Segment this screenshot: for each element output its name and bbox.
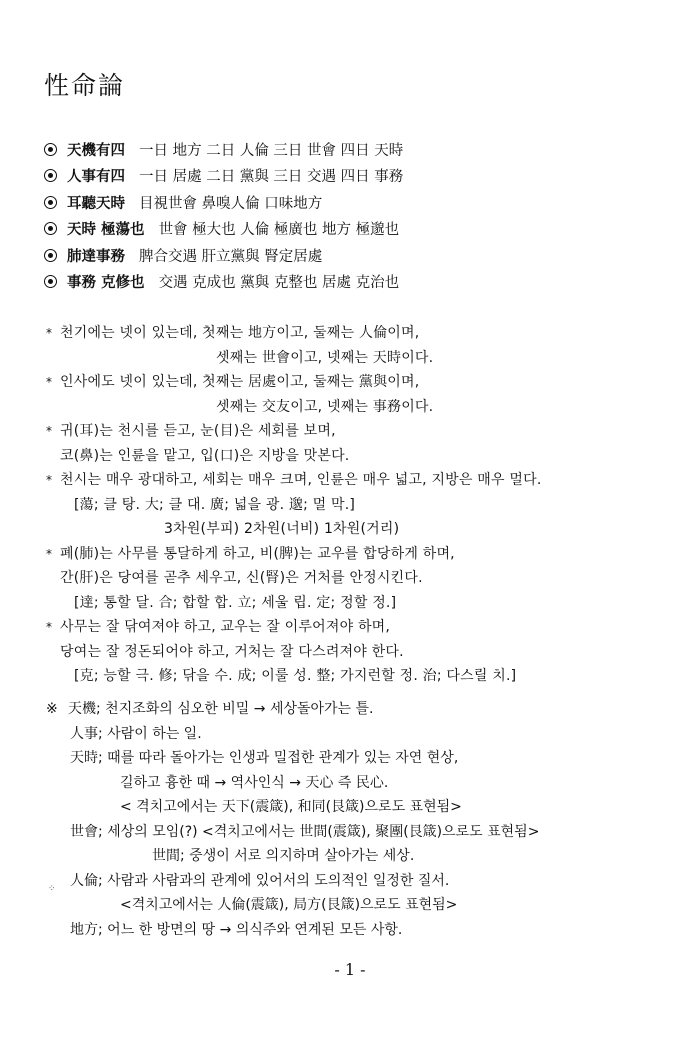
asterisk-icon: *: [46, 620, 53, 634]
circle-bullet-icon: [44, 222, 57, 235]
circle-bullet-icon: [44, 169, 57, 182]
asterisk-icon: *: [46, 424, 53, 438]
note-line: [216, 396, 433, 416]
note-text: 셋째는 交友이고, 넷째는 事務이다.: [216, 398, 434, 415]
verse-list: [44, 136, 664, 295]
circle-bullet-icon: [44, 249, 57, 262]
note-line: [60, 567, 423, 587]
note-text: 셋째는 世會이고, 넷째는 天時이다.: [216, 349, 434, 366]
definition-text: <격치고에서는 人倫(震箴), 局方(艮箴)으로도 표현됨>: [120, 897, 458, 913]
definition-text: < 격치고에서는 天下(震箴), 和同(艮箴)으로도 표현됨>: [120, 799, 462, 815]
note-text: 귀(耳)는 천시를 듣고, 눈(目)은 세회를 보며,: [60, 423, 336, 439]
circle-bullet-icon: [44, 143, 57, 156]
verse-line: [44, 269, 664, 296]
circle-bullet-icon: [44, 196, 57, 209]
note-text: 간(肝)은 당여를 곧추 세우고, 신(腎)은 거처를 안정시킨다.: [60, 570, 423, 586]
note-line: [60, 641, 404, 661]
verse-term: 耳聽天時: [67, 194, 125, 212]
verse-text: 一日 地方 二日 人倫 三日 世會 四日 天時: [139, 142, 404, 159]
verse-text: 目視世會 鼻嗅人倫 口味地方: [139, 195, 323, 212]
verse-text: 交遇 克成也 黨與 克整也 居處 克治也: [158, 275, 400, 292]
asterisk-icon: *: [46, 546, 53, 561]
verse-text: 一日 居處 二日 黨與 三日 交遇 四日 事務: [139, 169, 404, 186]
verse-term: 人事有四: [67, 168, 125, 186]
definition-line: [70, 870, 449, 890]
page-number: - 1 -: [334, 960, 366, 979]
asterisk-icon: *: [46, 326, 53, 340]
asterisk-icon: *: [46, 375, 53, 389]
definition-line: [70, 723, 202, 743]
note-text: [克; 능할 극. 修; 닦을 수. 成; 이룰 성. 整; 가지런할 정. 治; 다스릴 치.]: [74, 668, 517, 684]
verse-line: [44, 136, 664, 163]
note-line: [74, 592, 396, 612]
definition-line: [120, 894, 457, 914]
circle-bullet-icon: [44, 275, 57, 288]
note-line: [74, 494, 355, 514]
reference-mark-icon: ※: [46, 701, 58, 717]
verse-term: 天機有四: [67, 141, 125, 159]
definition-text: 길하고 흉한 때 → 역사인식 → 天心 즉 民心.: [120, 774, 389, 791]
definition-text: 人倫; 사람과 사람과의 관계에 있어서의 도의적인 일정한 질서.: [70, 872, 450, 889]
verse-term: 肺達事務: [67, 247, 125, 265]
definition-text: 天機; 천지조화의 심오한 비밀 → 세상돌아가는 틀.: [68, 701, 374, 717]
asterisk-icon: *: [46, 473, 53, 487]
note-line: [60, 445, 349, 465]
definition-line: [70, 919, 402, 939]
note-line: [46, 371, 419, 391]
definition-line: [120, 772, 388, 792]
definition-text: 世間; 중생이 서로 의지하며 살아가는 세상.: [152, 848, 415, 864]
note-line: [46, 616, 390, 636]
note-line: [74, 665, 516, 685]
definition-line: [70, 747, 458, 767]
note-text: 3차원(부피) 2차원(너비) 1차원(거리): [164, 521, 400, 537]
definition-line: [70, 821, 539, 841]
definition-line: [152, 845, 414, 865]
scan-artifact: ⁘: [48, 884, 56, 894]
note-text: 폐(肺)는 사무를 통달하게 하고, 비(脾)는 교우를 합당하게 하며,: [60, 545, 455, 562]
definition-text: 人事; 사람이 하는 일.: [70, 725, 202, 742]
note-text: 천기에는 넷이 있는데, 첫째는 地方이고, 둘째는 人倫이며,: [60, 325, 420, 341]
page-title: 性命論: [44, 71, 126, 100]
verse-text: 世會 極大也 人倫 極廣也 地方 極邈也: [158, 222, 400, 239]
note-text: [達; 통할 달. 合; 합할 합. 立; 세울 립. 定; 정할 정.]: [74, 594, 397, 611]
definition-text: 地方; 어느 한 방면의 땅 → 의식주와 연계된 모든 사항.: [70, 921, 403, 938]
verse-line: [44, 242, 664, 269]
verse-line: [44, 163, 664, 190]
note-text: 코(鼻)는 인륜을 맡고, 입(口)은 지방을 맛본다.: [60, 447, 350, 464]
verse-term: 天時 極蕩也: [67, 221, 145, 239]
verse-text: 脾合交遇 肝立黨與 腎定居處: [139, 248, 323, 265]
verse-line: [44, 189, 664, 216]
definition-text: 世會; 세상의 모임(?) <격치고에서는 世間(震箴), 聚團(艮箴)으로도 표현됨>: [70, 823, 540, 840]
verse-line: [44, 216, 664, 243]
note-line: [46, 420, 336, 440]
note-text: 당여는 잘 정돈되어야 하고, 거처는 잘 다스려져야 한다.: [60, 643, 404, 660]
note-line: [46, 543, 455, 563]
definition-line: [46, 698, 374, 718]
verse-term: 事務 克修也: [67, 274, 145, 292]
note-text: 사무는 잘 닦여져야 하고, 교우는 잘 이루어져야 하며,: [60, 619, 391, 635]
note-line: [46, 469, 541, 489]
definition-line: [120, 796, 462, 816]
note-line: [216, 347, 433, 367]
note-text: 인사에도 넷이 있는데, 첫째는 居處이고, 둘째는 黨與이며,: [60, 374, 420, 390]
note-line: [46, 322, 419, 342]
note-text: [蕩; 클 탕. 大; 클 대. 廣; 넓을 광. 邈; 멀 막.]: [74, 496, 356, 513]
note-text: 천시는 매우 광대하고, 세회는 매우 크며, 인륜은 매우 넓고, 지방은 매우 멀다.: [60, 472, 542, 488]
note-line: [164, 518, 399, 538]
definition-text: 天時; 때를 따라 돌아가는 인생과 밀접한 관계가 있는 자연 현상,: [70, 750, 459, 766]
